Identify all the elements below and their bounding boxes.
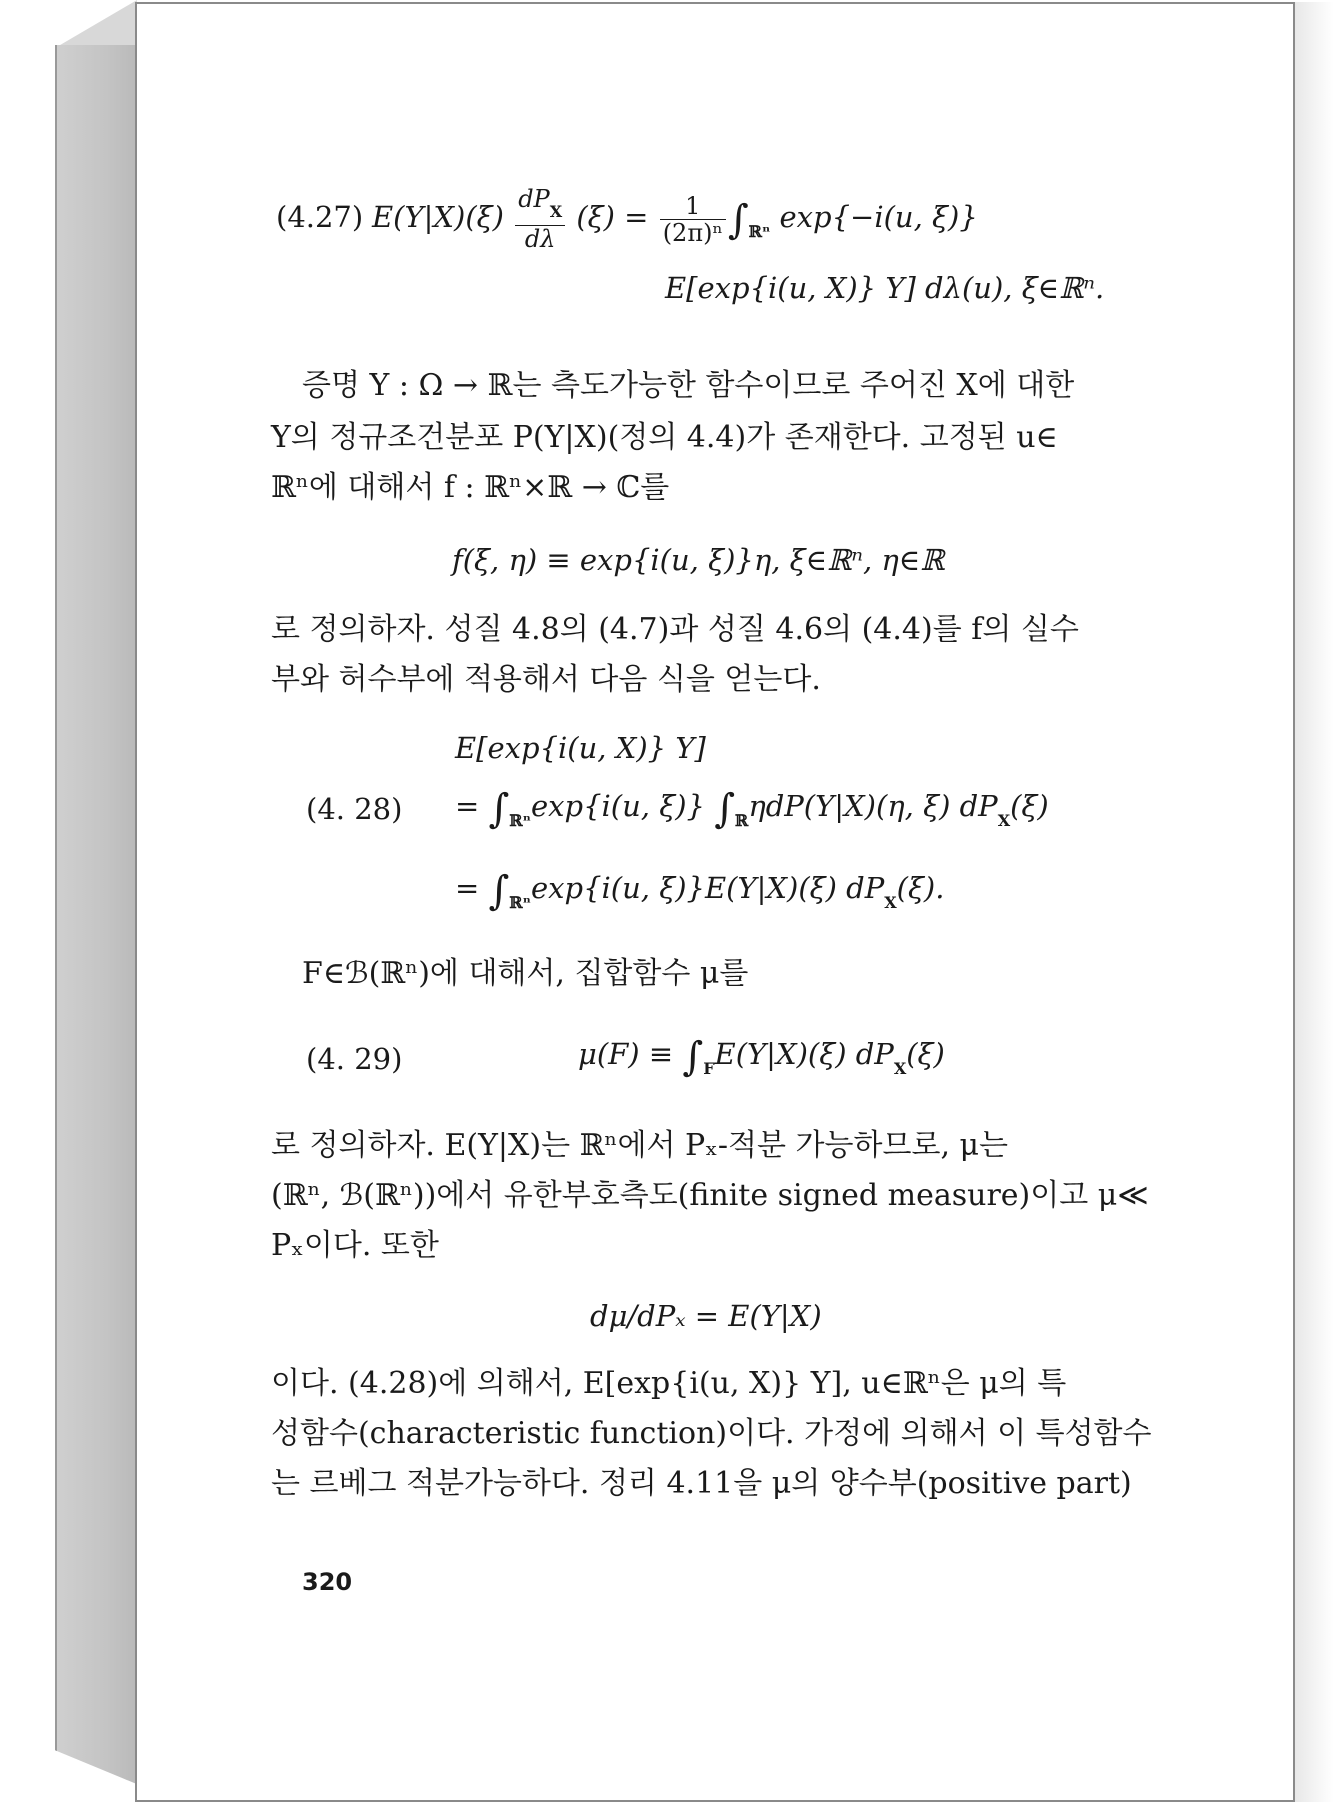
eq-4-29-label: (4. 29) [306, 1042, 403, 1076]
eq-4-28-line2 [455, 788, 1049, 839]
eq-4-27-integral-sub: ℝⁿ [748, 222, 771, 241]
para1-line3: ℝⁿ에 대해서 f : ℝⁿ×ℝ → ℂ를 [271, 470, 670, 505]
para2-line1: 로 정의하자. 성질 4.8의 (4.7)과 성질 4.6의 (4.4)를 f의 실수 [271, 612, 1079, 647]
eq-4-28-line1: E[exp{i(u, X)} Y] [455, 731, 706, 765]
eq-4-29-int-sub: F [703, 1059, 715, 1078]
book-top-bevel [55, 0, 137, 48]
eq-4-28-l3-eq: = [455, 871, 489, 905]
para1-line2: Y의 정규조건분포 P(Y|X)(정의 4.4)가 존재한다. 고정된 u∈ [271, 420, 1058, 455]
para3: F∈ℬ(ℝⁿ)에 대해서, 집합함수 μ를 [302, 956, 749, 991]
eq-4-28-l2-end: (ξ) [1010, 789, 1049, 823]
eq-4-28-l2-eq: = [455, 789, 489, 823]
eq-4-27-coef-den: (2π)ⁿ [662, 218, 723, 247]
eq-4-28-l3-sub: ℝⁿ [509, 893, 531, 912]
para2-line2: 부와 허수부에 적용해서 다음 식을 얻는다. [271, 662, 821, 697]
eq-4-27-lhs-post: (ξ) = [576, 200, 649, 234]
eq-4-27-lhs-pre: E(Y|X)(ξ) [372, 200, 504, 234]
eq-4-28-line3 [455, 870, 944, 921]
page-number: 320 [302, 1568, 353, 1596]
eq-4-27-frac-num: dP [518, 185, 550, 213]
integral-sign: ∫ [488, 786, 510, 832]
eq-4-28-l2-body: ηdP(Y|X)(η, ξ) dP [748, 789, 998, 823]
para5-line1: 이다. (4.28)에 의해서, E[exp{i(u, X)} Y], u∈ℝⁿ은 μ의 특 [271, 1366, 1067, 1401]
para4-line3: Pₓ이다. 또한 [271, 1228, 439, 1263]
eq-4-28-l2-px-sub: X [997, 811, 1011, 830]
eq-f-definition: f(ξ, η) ≡ exp{i(u, ξ)}η, ξ∈ℝⁿ, η∈ℝ [452, 543, 945, 577]
eq-4-27-derivative [515, 186, 565, 252]
book-spine [55, 45, 139, 1785]
integral-sign: ∫ [488, 868, 510, 914]
eq-4-28-l2-exp: exp{i(u, ξ)} [530, 789, 715, 823]
integral-sign: ∫ [727, 197, 749, 243]
eq-4-27-coef-num: 1 [660, 193, 726, 220]
para5-line3: 는 르베그 적분가능하다. 정리 4.11을 μ의 양수부(positive part) [271, 1466, 1132, 1501]
eq-4-29-rhs-sub: X [893, 1059, 907, 1078]
eq-4-28-l3-px-sub: X [884, 893, 897, 912]
para5-line2: 성함수(characteristic function)이다. 가정에 의해서 이 특성함수 [271, 1416, 1152, 1451]
para4-line1: 로 정의하자. E(Y|X)는 ℝⁿ에서 Pₓ-적분 가능하므로, μ는 [271, 1128, 1008, 1163]
eq-4-29-lhs: μ(F) ≡ [578, 1037, 683, 1071]
eq-4-28-l3-end: (ξ). [896, 871, 945, 905]
eq-dmu-dpx: dμ/dPₓ = E(Y|X) [590, 1299, 822, 1333]
integral-sign: ∫ [714, 786, 736, 832]
eq-4-27-line1 [372, 186, 978, 252]
eq-4-27-rhs-line1: exp{−i(u, ξ)} [779, 200, 978, 234]
para4-line2: (ℝⁿ, ℬ(ℝⁿ))에서 유한부호측도(finite signed measure)이고 μ≪ [271, 1178, 1149, 1213]
eq-4-29-rhs-end: (ξ) [906, 1037, 945, 1071]
eq-4-29 [578, 1036, 945, 1087]
integral-sign: ∫ [682, 1034, 704, 1080]
eq-4-27-line2: E[exp{i(u, X)} Y] dλ(u), ξ∈ℝⁿ. [665, 271, 1105, 305]
page-edge-shadow [1295, 2, 1334, 1802]
eq-4-27-frac-num-sub: X [549, 202, 563, 221]
eq-4-29-rhs: E(Y|X)(ξ) dP [714, 1037, 894, 1071]
para1-line1: 증명 Y : Ω → ℝ는 측도가능한 함수이므로 주어진 X에 대한 [302, 368, 1075, 403]
eq-4-27-frac-den: dλ [524, 225, 556, 253]
eq-4-27-label: (4.27) [276, 200, 364, 234]
eq-4-28-l3-body: exp{i(u, ξ)}E(Y|X)(ξ) dP [530, 871, 885, 905]
eq-4-28-label: (4. 28) [306, 792, 403, 826]
eq-4-28-l2-sub2: ℝ [735, 811, 749, 830]
eq-4-28-l2-sub1: ℝⁿ [509, 811, 531, 830]
eq-4-27-coefficient [660, 193, 726, 246]
